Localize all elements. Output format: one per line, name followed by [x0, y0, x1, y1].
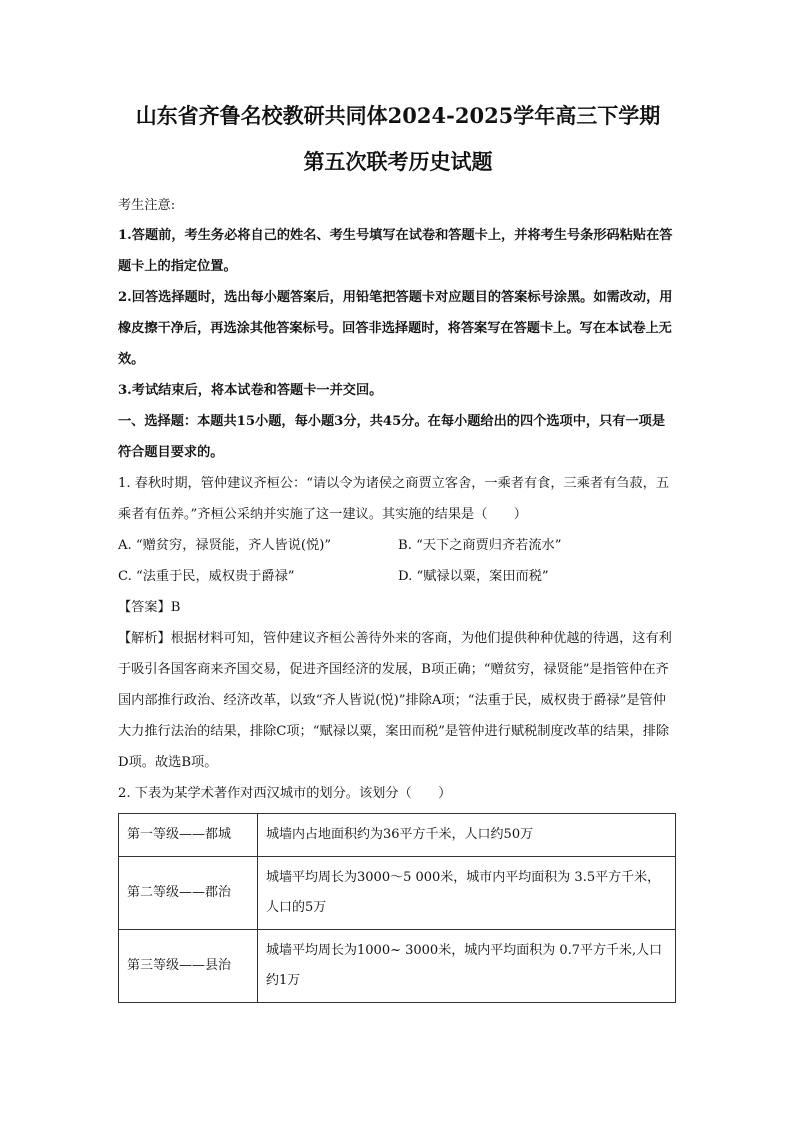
section-heading: 一、选择题：本题共15小题，每小题3分，共45分。在每小题给出的四个选项中，只有一项是符合题目要求的。 [118, 414, 666, 460]
exam-title-line1: 山东省齐鲁名校教研共同体2024-2025学年高三下学期 [135, 103, 661, 128]
exam-page [118, 96, 678, 1003]
analysis-label: 【解析】 [118, 631, 171, 646]
question-1-options [118, 530, 678, 592]
exam-title-line2: 第五次联考历史试题 [303, 149, 493, 174]
notice-item-2: 2.回答选择题时，选出每小题答案后，用铅笔把答题卡对应题目的答案标号涂黑。如需改动，用橡皮擦干净后，再选涂其他答案标号。回答非选择题时，将答案写在答题卡上。写在本试卷上无效。 [118, 290, 673, 367]
notice-item-3: 3.考试结束后，将本试卷和答题卡一并交回。 [118, 383, 383, 398]
table-row [119, 814, 676, 857]
option-a: A. “赠贫穷，禄贤能，齐人皆说(悦)” [118, 538, 332, 553]
table-cell-level: 第一等级——都城 [119, 814, 258, 857]
table-cell-description: 城墙平均周长为1000~ 3000米，城内平均面积为 0.7平方千米,人口约1万 [258, 930, 676, 1003]
option-d: D. “赋禄以粟，案田而税” [398, 569, 549, 584]
city-classification-table [118, 813, 676, 1003]
notice-item-1: 1.答题前，考生务必将自己的姓名、考生号填写在试卷和答题卡上，并将考生号条形码粘贴在答题卡上的指定位置。 [118, 228, 673, 274]
question-1-stem: 1. 春秋时期，管仲建议齐桓公：“请以令为诸侯之商贾立客舍，一乘者有食，三乘者有刍菽，五乘者有伍养。”齐桓公采纳并实施了这一建议。其实施的结果是（ ） [118, 476, 670, 522]
table-cell-level: 第二等级——郡治 [119, 857, 258, 930]
question-1-analysis [118, 623, 678, 778]
table-row [119, 857, 676, 930]
table-cell-description: 城墙平均周长为3000～5 000米，城市内平均面积为 3.5平方千米，人口的5万 [258, 857, 676, 930]
notice-heading: 考生注意: [118, 198, 176, 213]
table-cell-level: 第三等级——县治 [119, 930, 258, 1003]
analysis-text: 根据材料可知，管仲建议齐桓公善待外来的客商，为他们提供种种优越的待遇，这有利于吸引各国客商来齐国交易，促进齐国经济的发展，B项正确；“赠贫穷，禄贤能”是指管仲在齐国内部推行政治、经济改革，以致“齐人皆说(悦)”排除A项；“法重于民，威权贵于爵禄”是管仲大力推行法治的结果，排除C项；“赋禄以粟，案田而税”是管仲进行赋税制度改革的结果，排除D项。故选B项。 [118, 631, 672, 770]
table-row [119, 930, 676, 1003]
question-1-answer: 【答案】B [118, 600, 181, 615]
question-2-stem: 2. 下表为某学术著作对西汉城市的划分。该划分（ ） [118, 786, 452, 801]
option-b: B. “天下之商贾归齐若流水” [398, 538, 562, 553]
table-cell-description: 城墙内占地面积约为36平方千米，人口约50万 [258, 814, 676, 857]
option-c: C. “法重于民，威权贵于爵禄” [118, 569, 295, 584]
